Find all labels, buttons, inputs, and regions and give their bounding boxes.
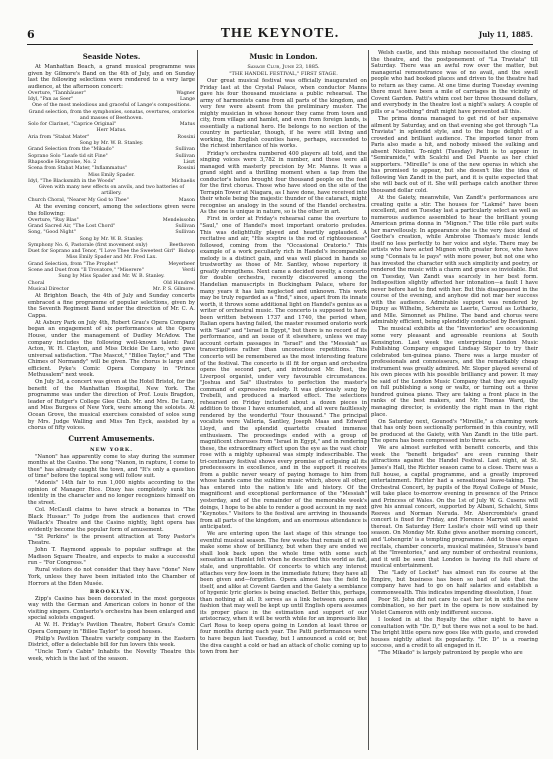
programme-piece: Grand Sacred Air, "The Lost Chord" [28,223,116,229]
article-paragraph: On July 3d, a concert was given at the Hotel Bristol, for the benefit of the Manhattan Hospital, New York. The programme was under the direction of Prof. Louis Bragdon, leader of Rutger's College Glee Club. Mr. and Mrs. De Laro, and Miss Burgess of New York, were among the soloists. At Ocean Grove, the musical exercises consisted of solos sung by Mrs. Judge Walling and Miss Ten Eyck, assisted by a chorus of fifty voices. [28,379,195,432]
programme-composer: Sullivan [175,230,195,236]
column-middle [200,50,367,750]
article-paragraph: Zipp's Casino has been decorated in the most gorgeous way with the German and American colors in honor of the visiting singers. Contserto's orchestra has been enlarged and special soloists engaged. [28,595,195,622]
article-paragraph: "Nanon" has apparently come to stay during the summer months at the Casino. The song "Nanon, in rapture, I come to thee" has already caught the town, and "It's only a question of time" before the topical song will follow suit. [28,453,195,480]
section-heading-amusements: Current Amusements. [68,433,155,443]
subheading-new-york: NEW YORK. [90,446,133,453]
header-rule [27,44,533,45]
programme-piece: Scene and Duet from "Il Trovatore," "Miserere" [28,268,144,273]
article-paragraph: "Adonis" 14th fair to run 1,000 nights according to the opinion of Manager Rice. Dixey has completely sunk his identity in the character and no longer recognizes himself on the street. [28,480,195,506]
programme-piece: Sung by Miss Spader and Mr. W. B. Stanley. [58,274,165,280]
programme-composer: Liszt [183,159,195,165]
section-heading-seaside: Seaside Notes. [82,52,141,61]
programme-composer: Mr. P. S. Gilmore. [152,286,195,292]
concert-programme [28,91,195,204]
programme-piece: Rhapsodie Hongroise, No. 2 [28,159,97,165]
programme-piece: Song, "Good Night" [28,230,76,236]
programme-composer: Beethoven [169,242,195,248]
programme-piece: Grand selection, from the symphonies, sonatas, overtures, oratorios and masses of Beethoven. [28,109,195,121]
programme-composer: Rossini [177,134,195,140]
article-paragraph: We are entering upon the last stage of this strange too eventful musical season. The few weeks that remain of it will make some show of brilliancy, but when they are ended we shall look back upon the whole time with some such sensation as Hamlet felt when he described this world as flat, stale, and unprofitable. Of concerts to which any interest attaches very few loom in the immediate future; they have all been given and—forgotten. Opera almost has the field to itself, and alike at Covent Garden and the Gaiety a semblance of hygenic lyric glories is being enacted. Better this, perhaps, than nothing at all. It serves as a link between opera and fashion that may well be kept up until English opera assumes its proper place in the estimation and support of our aristocracy, when it will be worth while for an impresario like Carl Rosa to keep opera going in London at least three or four months during each year. The Patti performances were to have begun last Tuesday, but I announced a cold or, but the diva caught a cold or had an attack of cholic coming up to town from her [200,531,367,656]
article-paragraph: John T. Raymond appeals to popular suffrage at the Madison Square Theatre, and expects to make a successful run – "For Congress." [28,547,195,567]
article-paragraph: At Manhattan Beach, a grand musical programme was given by Gilmore's Band on the 4th of July, and on Sunday last the following selections were rendered to a very large audience, at the afternoon concert: [28,64,195,90]
article-paragraph: I looked in at the Royalty the other night to have a consultation with "Dr. D," but there was not a soul to be had. The bright little opera now goes like with gusto, and crowded houses nightly attest its popularity. "Dr. D" is a roaring success, and a credit to all engaged in it. [371,617,538,650]
programme-piece: Overture, "Ruy Blas" [28,217,79,223]
programme-piece: Church Choral, "Nearer My God to Thee" [28,197,129,203]
article-paragraph: At the Gaiety, meanwhile, Van Zandt's performances are creating quite a stir. The houses for "Lakmé" have been excellent, and on Tuesday last a particularly select as well as numerous audience assembled to hear the brilliant young American prima donna in "Mignon." The title rôle part suits her marvellously. In appearance she is the very face ideal of Goethe's creation, while Ambroise Thomas's music lends itself no less perfectly to her voice and style. There may be artists who have acted Mignon with greater force, who have sung "Connais tu le pays" with more power, but not one who has invested the character with such simplicity and poetry, or rendered the music with a charm and grace so inviolable. But on Tuesday, Van Zandt was scarcely in her best form. Indisposition slightly affected her intonation—a fault I have never before had to find with her. But this disappeared in the course of the evening, and anyhow did not mar her success with the audience. Admirable support was rendered by Dupuy as Wilhelm, Scheretz as Laerte, Carroul as Lothario, and Mlle. Simonnet as Philine. The band and chorus were admirably efficient, being splendidly conducted by Bevignani. [371,195,538,326]
article-paragraph: First in order at Friday's rehearsal came the overture to "Saul," one of Handel's most important oratorio preludes. This was delightfully played and heartily applauded. A recitative and air, "His sceptre is the rod of righteousness" followed, coming from the "Occasional Oratorio." This example of a work peculiarly rich in Handel's incomparable melody is a distinct gain, and was well placed in hands so trustworthy as those of Mr. Santley, whose repertory it greatly strengthens. Next came a decided novelty, a concerto for double orchestra, recently discovered among the Handelian manuscripts in Buckingham Palace, where for many years it has lain neglected and unknown. This work may be truly regarded as a "find," since, apart from its innate worth, it throws some additional light on Handel's genius as a writer of orchestral music. The concerto is supposed to have been written between 1737 and 1740, the period when, Italian opera having failed, the master resumed oratorio work with "Saul" and "Israel in Egypt," but there is no record of its performance, and an issue of it elsewhere, unless we may account certain passages in "Israel" and the "Messiah" as transcriptions rather than unconscious repetitions. This concerto will be remembered as the most interesting feature of the festival. The concerto is ill fit for organ and orchestra opens the second part, and introduced Mr. Best, the Liverpool organist, under very favourable circumstances. "Joshua and Sal" illustrates to perfection the master's command of expressive melody. It was gloriously sung by Trebelli, and produced a marked effect. The selections rehearsed on Friday included about a dozen pieces in addition to those I have enumerated, and all were faultlessly rendered by the wonderful "four thousand." The principal vocalists were Valleria, Santley, Joseph Maas and Edward Lloyd, and the splendid quartette created immense enthusiasm. The proceedings ended with a group of magnificent choruses from "Israel in Egypt," and in rendering these, the extraordinary effect upon the eye as the vast choir rose with a mighty upheaval was simply indescribable. The tri-centenary festival shows every promise of eclipsing all its predecessors in excellence, and in the support it receives from a public never weary of paying homage to him from whose hands came the sublime music which, above all other, has entered into the nation's life and history. Of the magnificent and exceptional performance of the "Messiah" yesterday, and of the remainder of the memorable week's doings, I hope to be able to render a good account in my next "Keynotes." Visitors to the festival are arriving in thousands from all parts of the kingdom, and an enormous attendance is anticipated. [200,216,367,531]
article-paragraph: At Asbury Park on July 4th, Robert Grau's Opera Company began an engagement of six performances at the Opera House, under the management of Dudley McAdow. The company includes the following well-known talent: Paul Acton, W. H. Clayton, and Miss Dickie De Laro, who gave universal satisfaction. "The Mascot," "Billee Taylor," and "The Chimes of Normandy" will be given. The chorus is large and efficient. Pyke's Comic Opera Company in "Prince Methusalem" next week. [28,319,195,379]
programme-composer: Lange [179,96,195,102]
programme-piece: Miss Emily Spader. [88,172,135,178]
programme-piece: Musical Director [28,286,69,292]
article-paragraph: Friday's orchestra numbered 400 players all told, and the singing voices were 3,782 in number, and these were all managed with masterly precision by Mr. Manns. It was a grand sight and a thrilling moment when a tap from the conductor's baton brought four thousand people on the feet for the first chorus. Those who have stood on the site of the Terrapin Tower at Niagara, as I have done, have received into their whole being the majestic thunder of the cataract, might recognise an analogy in the sound of the Handel orchestra. As the one is unique in nature, so is the other in art. [200,150,367,216]
issue-date: July 11, 1885. [478,30,533,39]
article-paragraph: "St Perkins" is the present attraction at Tony Pastor's Theatre. [28,533,195,547]
column-divider [197,50,198,750]
concert-programme [28,218,195,294]
programme-piece: Solo for Clarinet, "Caprice Original" [28,122,117,128]
programme-piece: Song by Mr. W. B. Stanley. [79,141,144,147]
column-left [28,50,195,750]
column-divider [368,50,369,750]
programme-composer: Sullivan [175,223,195,229]
programme-composer: Michaelis [171,178,195,184]
programme-piece: Soprano Solo "Leafe tid sit Fine" [28,153,108,159]
programme-composer: Meyerbeer [168,261,195,267]
article-paragraph: Welsh castle, and this mishap necessitated the closing of the theatre, and the postponement of "La Traviata" till Saturday. There was an awful row over the matter, but managerial remonstrance was of no avail, and the swell people who had booked places and driven to the theatre had to return as they came. At one time during Tuesday evening there must have been a mile of carriages in the vicinity of Covent Garden. Patti's whim cost her three thousand dollars, and everybody in the theatre lost a night's salary. A couple of pills or a "soothing" draft might have prevented all this. [371,50,538,115]
programme-composer: Rossini [177,166,195,172]
programme-composer: Sullivan [175,147,195,153]
programme-line [28,185,195,198]
article-paragraph: Col. McCaull claims to have struck a bonanza in "The Black Hussar." To judge from the audiences that crowd Wallack's Theatre and the Casino nightly, light opera has evidently become the popular form of amusement. [28,507,195,533]
masthead-title: THE KEYNOTE. [220,26,340,41]
programme-piece: Herr Matus. [96,128,127,134]
article-paragraph: Philip's Pavilion Theatre variety company in the Eastern District, offer a delectable bill for fun lovers this week. [28,635,195,649]
programme-piece: Given with many new effects on anvils, and two batteries of artillery. [38,185,185,197]
article-subtitle: "THE HANDEL FESTIVAL," FIRST STAGE. [229,71,338,77]
article-paragraph: The prima donna managed to get rid of her expensive ailment by Saturday, and on that evening she got through "La Traviata" in splendid style, and to the huge delight of a crowded and brilliant audience. The imported tenor from Paris also made a hit, and nobody missed the sulking and absent Nicolini. To-night (Tuesday) Patti is to appear in "Semiramide," with Scalchi and Del Puente as her chief supporters. "Mireille" is one of the new operas in which she has promised to appear, but she doesn't like the idea of following Van Zandt in the part, and it is quite expected that she will back out of it. She will perhaps catch another three thousand dollar cold. [371,115,538,194]
page-header [27,28,533,42]
article-paragraph: At the evening concert, among the selections given were the following: [28,204,195,217]
programme-piece: Idyl, "The Blacksmith in the Woods" [28,178,116,184]
subheading-brooklyn: BROOKLYN. [89,588,134,595]
article-paragraph: We are almost surfeited with benefit concerts, and this week the "benefit brigades" are even running their attractions against the Handel Festival. Last night, at St. James's Hall, the Richter season came to a close. There was a full house, a capital programme, and a greatly improved entertainment. Richter had a sensational leave-taking. The Orchestral Concert, by pupils of the Royal College of Music, will take place to-morrow evening in presence of the Prince and Princess of Wales. On the 1st of July W. G. Cusens will give his annual concert, supported by Albani, Schalchi, Sims Reeves and Norman Neruda. Mr. Abercrombie's grand concert is fixed for Friday, and Florence Marryat will assist thereat. On Saturday Herr Leslie's choir will wind up their season. On Monday Mr. Kuhe gives another morning concert, and 'Lohengrin' is a tempting programme. Add to these organ recitals, chamber concerts, musical matinées, Strauss's band at the "Inventories," and any number of orchestral reunions, and it will be seen that London is having its full share of musical entertainment. [371,445,538,570]
article-paragraph: Rural visitors do not consider that they have "done" New York, unless they have been initiated into the Chamber of Horrors at the Eden Musée. [28,567,195,587]
article-paragraph: The musical exhibits at the "Inventories" are occasioning some very pleasant and agreeable reunions at South Kensington. Last week the enterprising London Music Publishing Company engaged Lindsay Sloper to try their celebrated ten-guinea piano. There was a large muster of professionals and connoisseurs, and the remarkably cheap instrument was greatly admired. Mr. Sloper played several of his own pieces with his possible brilliancy and power. It may be said of the London Music Company that they are equally on full publishing a song or waltz, or turning out a three hundred guinea piano. They are taking a front place in the ranks of the best makers, and Mr. Thomas Ward, the managing director, is evidently the right man in the right place. [371,326,538,418]
programme-piece: Choral [28,280,45,286]
programme-piece: Grand Selection, from "The Prophet" [28,261,118,267]
article-paragraph: "Uncle Tom's Cabin" Inhabits the Novelty Theatre this week, which is the last of the season. [28,649,195,663]
article-paragraph: At Brighton Beach, the 4th of July and Sunday concerts embraced a fine programme of popular selections, given by the Seventh Regiment Band under the direction of Mr. C. A. Cappa. [28,293,195,319]
article-paragraph: At W. H. Friday's Pavilion Theatre, Robert Grau's Comic Opera Company in "Billee Taylor" to good houses. [28,622,195,635]
programme-piece: Miss Emily Spader and Mr. Fred Lax. [66,255,157,261]
article-paragraph: The "Lady of Locket" has almost run its course at the Empire, but business has been so bad of late that the company have had to go on half salaries and establish a commonwealth. This indicates impending dissolution, I fear. [371,570,538,596]
programme-piece: Scena from Stabat Mater, "Inflammatus" [28,166,128,172]
programme-piece: Duet for Soprano and Tenor, "I Love Thee the Sweetest Girl" [28,249,176,255]
article-paragraph: "The Mikado" is largely patronized by people who are [378,650,523,657]
dateline: Savage Club, June 23, 1885. [247,64,320,70]
column-right [371,50,538,750]
article-paragraph: Poor St. John did not care to cast her lot in with the new combination, so her part in the opera is now sustained by Violet Cameron with only indifferent success. [371,596,538,616]
programme-composer: Bishop [178,249,195,255]
article-paragraph: Our great musical festival was officially inaugurated on Friday last at the Crystal Palace, when conductor Manns gave his four thousand musicians a public rehearsal. The army of harmonists came from all parts of the kingdom, and very few were absent from the preliminary muster. The mighty musician in whose honour they came from town and city, from village and hamlet, and even from foreign lands, is essentially a national hero. He belongs to no section of the country in particular, though, if he were still living and working, the English counties have, perhaps, succeeded to the richest inheritance of his works. [200,78,367,150]
programme-composer: Mason [178,197,195,203]
programme-composer: Sullivan [175,153,195,159]
programme-composer: Verdi [182,268,195,273]
programme-composer: Wagner [176,90,195,96]
programme-piece: Grand Selection from the "Mikado" [28,147,114,153]
programme-piece: Overture, "Tannhäuser" [28,90,86,96]
page-number: 6 [27,28,35,41]
programme-composer: Matus [179,122,195,128]
programme-piece: Symphony No. 6, Pastorale (first movement only) [28,242,148,248]
programme-composer: Mendelssohn [162,217,195,223]
programme-line [28,110,195,123]
programme-piece: Aria from "Stabat Mater" [28,134,90,140]
programme-piece: Idyl, "Pan as Seer" [28,96,74,102]
programme-composer: Old Hundred [163,280,195,286]
section-heading-london: Music in London. [249,52,318,61]
programme-piece: One of the most melodious and graceful of Lange's compositions. [32,103,191,109]
programme-piece: Song by Mr. W. B. Stanley. [79,236,144,242]
article-paragraph: On Saturday next, Gounod's "Mireille," a charming work that has only been sectionally performed in this country, will be produced at the Gaiety, with Van Zandt in the title part. The opera has been compressed into three acts. [371,418,538,445]
